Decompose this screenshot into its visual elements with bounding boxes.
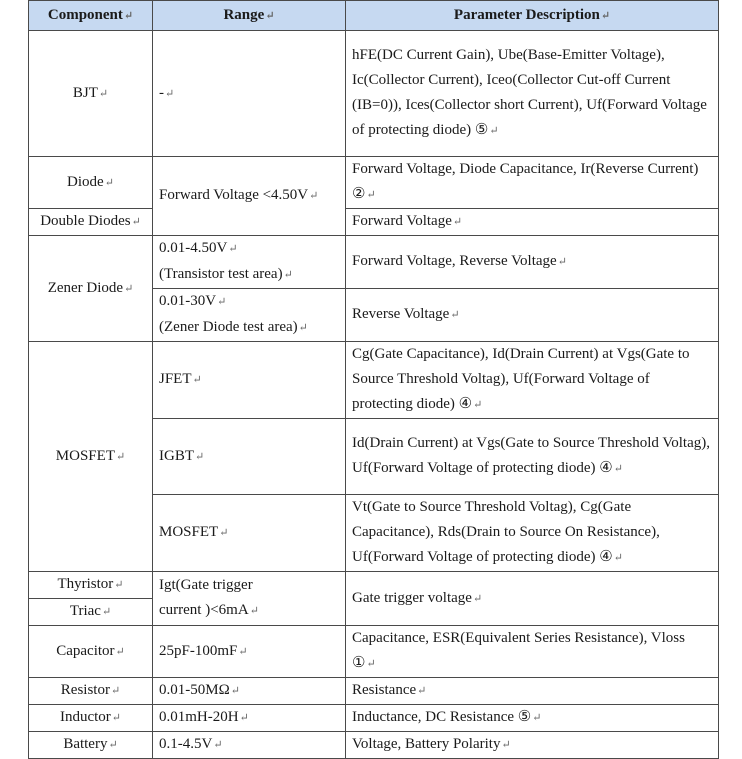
range-jfet: JFET↵ bbox=[153, 342, 346, 419]
description-bjt: hFE(DC Current Gain), Ube(Base-Emitter Voltage), Ic(Collector Current), Iceo(Collector Cut-off Current (IB=0)), Ices(Collector short Current), Uf(Forward Voltage of protecting diode) ⑤↵ bbox=[346, 31, 719, 157]
table-row bbox=[29, 626, 719, 678]
range-mosfet: MOSFET↵ bbox=[153, 495, 346, 572]
description-capacitor: Capacitance, ESR(Equivalent Series Resistance), Vloss ①↵ bbox=[346, 626, 719, 678]
description-double-diodes: Forward Voltage↵ bbox=[346, 209, 719, 236]
description-zener-1: Forward Voltage, Reverse Voltage↵ bbox=[346, 236, 719, 289]
component-mosfet: MOSFET↵ bbox=[29, 342, 153, 572]
range-thyristor-triac: Igt(Gate trigger current )<6mA↵ bbox=[153, 572, 346, 626]
table-row bbox=[29, 209, 719, 236]
table-row bbox=[29, 732, 719, 759]
component-bjt: BJT↵ bbox=[29, 31, 153, 157]
header-component: Component↵ bbox=[29, 1, 153, 31]
range-zener-transistor-area: 0.01-4.50V↵ (Transistor test area)↵ bbox=[153, 236, 346, 289]
range-zener-diode-area: 0.01-30V↵ (Zener Diode test area)↵ bbox=[153, 289, 346, 342]
header-range: Range↵ bbox=[153, 1, 346, 31]
table-row bbox=[29, 705, 719, 732]
range-capacitor: 25pF-100mF↵ bbox=[153, 626, 346, 678]
range-igbt: IGBT↵ bbox=[153, 419, 346, 495]
range-bjt: -↵ bbox=[153, 31, 346, 157]
range-battery: 0.1-4.5V↵ bbox=[153, 732, 346, 759]
component-inductor: Inductor↵ bbox=[29, 705, 153, 732]
table-row bbox=[29, 157, 719, 209]
component-battery: Battery↵ bbox=[29, 732, 153, 759]
description-jfet: Cg(Gate Capacitance), Id(Drain Current) at Vgs(Gate to Source Threshold Voltag), Uf(Forward Voltage of protecting diode) ④↵ bbox=[346, 342, 719, 419]
component-capacitor: Capacitor↵ bbox=[29, 626, 153, 678]
component-thyristor: Thyristor↵ bbox=[29, 572, 153, 599]
description-resistor: Resistance↵ bbox=[346, 678, 719, 705]
description-mosfet: Vt(Gate to Source Threshold Voltag), Cg(Gate Capacitance), Rds(Drain to Source On Resistance), Uf(Forward Voltage of protecting diode) ④↵ bbox=[346, 495, 719, 572]
component-resistor: Resistor↵ bbox=[29, 678, 153, 705]
table-row bbox=[29, 236, 719, 289]
range-diode: Forward Voltage <4.50V↵ bbox=[153, 157, 346, 236]
description-inductor: Inductance, DC Resistance ⑤↵ bbox=[346, 705, 719, 732]
table-row bbox=[29, 678, 719, 705]
description-battery: Voltage, Battery Polarity↵ bbox=[346, 732, 719, 759]
description-diode: Forward Voltage, Diode Capacitance, Ir(Reverse Current) ②↵ bbox=[346, 157, 719, 209]
description-thyristor-triac: Gate trigger voltage↵ bbox=[346, 572, 719, 626]
table-row bbox=[29, 572, 719, 599]
component-double-diodes: Double Diodes↵ bbox=[29, 209, 153, 236]
component-table bbox=[28, 0, 719, 759]
table-row bbox=[29, 342, 719, 419]
description-igbt: Id(Drain Current) at Vgs(Gate to Source Threshold Voltag), Uf(Forward Voltage of protecting diode) ④↵ bbox=[346, 419, 719, 495]
table-row bbox=[29, 31, 719, 157]
range-resistor: 0.01-50MΩ↵ bbox=[153, 678, 346, 705]
component-diode: Diode↵ bbox=[29, 157, 153, 209]
header-description: Parameter Description↵ bbox=[346, 1, 719, 31]
header-row bbox=[29, 1, 719, 31]
component-zener-diode: Zener Diode↵ bbox=[29, 236, 153, 342]
spec-sheet bbox=[28, 0, 718, 759]
range-inductor: 0.01mH-20H↵ bbox=[153, 705, 346, 732]
description-zener-2: Reverse Voltage↵ bbox=[346, 289, 719, 342]
component-triac: Triac↵ bbox=[29, 599, 153, 626]
